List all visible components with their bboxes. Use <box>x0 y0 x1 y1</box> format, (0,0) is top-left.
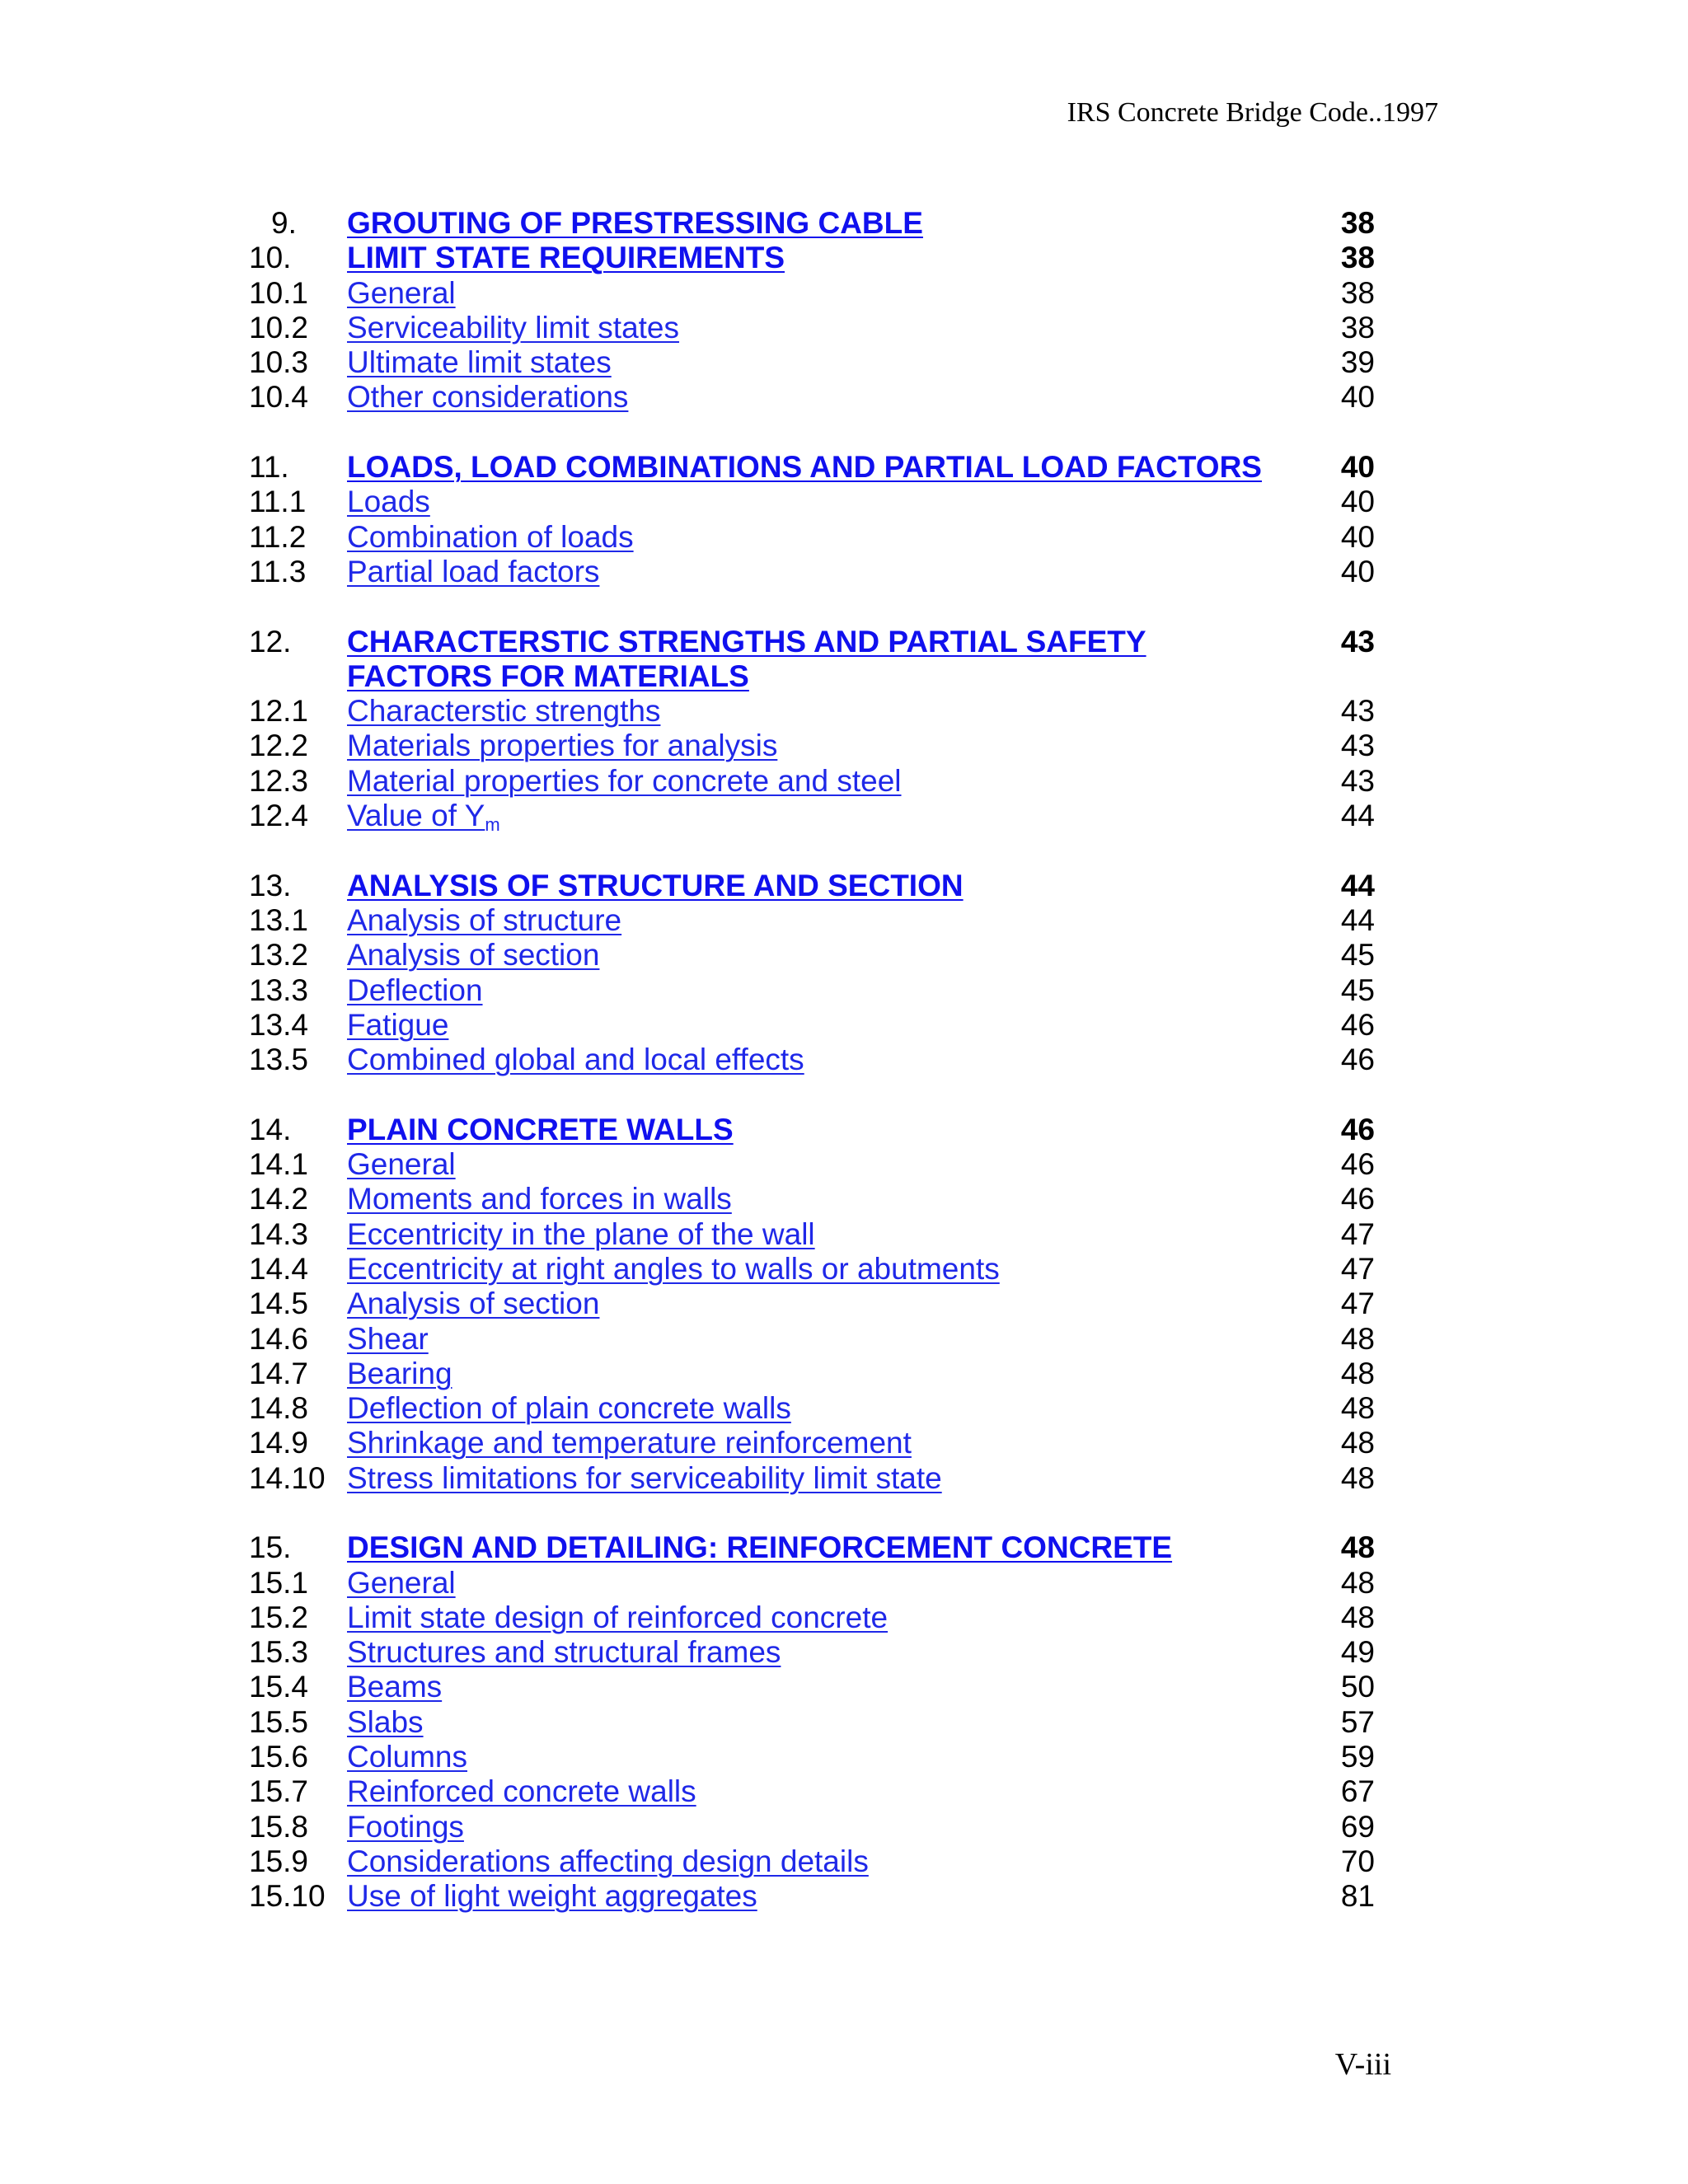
page-footer-number: V-iii <box>1334 2047 1391 2082</box>
toc-link-10-3[interactable]: Ultimate limit states <box>347 345 612 380</box>
page-number: 48 <box>1340 1460 1375 1495</box>
toc-link-11-1[interactable]: Loads <box>347 485 430 519</box>
page-number: 44 <box>1340 799 1375 833</box>
toc-link-15-1[interactable]: General <box>347 1565 456 1600</box>
page-number: 48 <box>1340 1426 1375 1460</box>
toc-row-section-11 <box>0 450 1688 485</box>
toc-link-14-5[interactable]: Analysis of section <box>347 1286 600 1321</box>
section-number: 14.2 <box>249 1182 309 1216</box>
section-number: 13.4 <box>249 1007 309 1042</box>
toc-row-14-2 <box>0 1182 1688 1216</box>
toc-link-section-9[interactable]: GROUTING OF PRESTRESSING CABLE <box>347 206 923 240</box>
toc-link-14-8[interactable]: Deflection of plain concrete walls <box>347 1391 791 1426</box>
page-number: 48 <box>1340 1321 1375 1356</box>
spacer <box>0 1496 1688 1530</box>
section-number: 13.2 <box>249 938 309 972</box>
spacer <box>0 415 1688 450</box>
page-number: 40 <box>1340 554 1375 588</box>
toc-link-14-4[interactable]: Eccentricity at right angles to walls or abutments <box>347 1251 1000 1286</box>
toc-link-10-1[interactable]: General <box>347 275 456 310</box>
toc-link-14-10[interactable]: Stress limitations for serviceability limit state <box>347 1460 942 1495</box>
toc-link-10-2[interactable]: Serviceability limit states <box>347 310 680 344</box>
toc-row-15-2 <box>0 1601 1688 1635</box>
table-of-contents <box>0 206 1688 1915</box>
page-number: 40 <box>1340 450 1375 485</box>
section-number: 15.5 <box>249 1704 309 1739</box>
toc-row-14-4 <box>0 1252 1688 1286</box>
toc-link-12-2[interactable]: Materials properties for analysis <box>347 729 778 763</box>
page-number: 46 <box>1340 1007 1375 1042</box>
section-number: 15.8 <box>249 1809 309 1844</box>
toc-link-14-6[interactable]: Shear <box>347 1321 429 1356</box>
section-number: 12.3 <box>249 763 309 798</box>
page-number: 43 <box>1340 763 1375 798</box>
page-number: 46 <box>1340 1147 1375 1182</box>
toc-row-section-13 <box>0 869 1688 903</box>
page-number: 67 <box>1340 1774 1375 1809</box>
toc-row-15-8 <box>0 1810 1688 1844</box>
toc-link-section-11[interactable]: LOADS, LOAD COMBINATIONS AND PARTIAL LOAD FACTORS <box>347 450 1262 485</box>
toc-link-15-2[interactable]: Limit state design of reinforced concrete <box>347 1600 889 1634</box>
section-number: 15.10 <box>249 1879 326 1914</box>
section-number: 11.2 <box>249 519 307 554</box>
toc-row-13-5 <box>0 1043 1688 1077</box>
page-number: 57 <box>1340 1704 1375 1739</box>
page-number: 47 <box>1340 1286 1375 1321</box>
toc-row-15-6 <box>0 1740 1688 1774</box>
toc-row-10-1 <box>0 276 1688 311</box>
toc-row-section-12-continued <box>0 659 1688 694</box>
section-number: 9. <box>271 206 297 240</box>
page-number: 46 <box>1340 1182 1375 1216</box>
toc-row-15-5 <box>0 1705 1688 1740</box>
section-number: 13. <box>249 868 292 902</box>
toc-link-section-15[interactable]: DESIGN AND DETAILING: REINFORCEMENT CONCRETE <box>347 1530 1173 1565</box>
toc-link-12-3[interactable]: Material properties for concrete and steel <box>347 763 902 798</box>
toc-link-11-2[interactable]: Combination of loads <box>347 519 634 554</box>
page-number: 44 <box>1340 868 1375 902</box>
toc-row-section-10 <box>0 241 1688 275</box>
toc-link-section-12[interactable]: CHARACTERSTIC STRENGTHS AND PARTIAL SAFETY <box>347 624 1146 658</box>
section-number: 14.8 <box>249 1391 309 1426</box>
toc-row-11-2 <box>0 520 1688 555</box>
section-number: 12.4 <box>249 799 309 833</box>
page-number: 70 <box>1340 1844 1375 1878</box>
toc-row-14-10 <box>0 1461 1688 1496</box>
toc-link-15-6[interactable]: Columns <box>347 1740 467 1774</box>
section-number: 13.5 <box>249 1043 309 1077</box>
toc-row-14-9 <box>0 1426 1688 1460</box>
toc-link-14-7[interactable]: Bearing <box>347 1356 452 1390</box>
section-number: 10.1 <box>249 275 309 310</box>
toc-link-14-9[interactable]: Shrinkage and temperature reinforcement <box>347 1426 912 1460</box>
page-number: 48 <box>1340 1530 1375 1565</box>
page-number: 48 <box>1340 1600 1375 1634</box>
page-number: 46 <box>1340 1043 1375 1077</box>
toc-row-14-7 <box>0 1357 1688 1391</box>
toc-row-10-3 <box>0 345 1688 380</box>
toc-row-14-6 <box>0 1322 1688 1357</box>
toc-link-10-4[interactable]: Other considerations <box>347 380 629 415</box>
section-number: 14.1 <box>249 1147 309 1182</box>
section-number: 13.3 <box>249 972 309 1007</box>
section-number: 15.1 <box>249 1565 309 1600</box>
section-number: 11.1 <box>249 485 307 519</box>
page-number: 40 <box>1340 519 1375 554</box>
page-number: 45 <box>1340 972 1375 1007</box>
toc-link-14-2[interactable]: Moments and forces in walls <box>347 1182 732 1216</box>
toc-row-section-14 <box>0 1113 1688 1147</box>
section-number: 11.3 <box>249 554 307 588</box>
toc-link-11-3[interactable]: Partial load factors <box>347 554 600 588</box>
toc-row-13-3 <box>0 973 1688 1008</box>
page-number: 38 <box>1340 206 1375 240</box>
toc-link-13-1[interactable]: Analysis of structure <box>347 902 622 937</box>
toc-row-14-1 <box>0 1147 1688 1182</box>
section-number: 15.6 <box>249 1740 309 1774</box>
page-number: 48 <box>1340 1391 1375 1426</box>
section-number: 14.3 <box>249 1216 309 1251</box>
toc-row-15-9 <box>0 1844 1688 1879</box>
toc-row-13-4 <box>0 1008 1688 1043</box>
section-number: 10.3 <box>249 345 309 380</box>
page-number: 47 <box>1340 1251 1375 1286</box>
toc-row-15-7 <box>0 1774 1688 1809</box>
section-number: 10.2 <box>249 310 309 344</box>
toc-link-15-7[interactable]: Reinforced concrete walls <box>347 1774 696 1809</box>
toc-link-15-10[interactable]: Use of light weight aggregates <box>347 1879 757 1914</box>
page-number: 49 <box>1340 1635 1375 1670</box>
page-number: 40 <box>1340 380 1375 415</box>
section-number: 15.9 <box>249 1844 309 1878</box>
toc-link-section-10[interactable]: LIMIT STATE REQUIREMENTS <box>347 241 785 275</box>
toc-row-11-1 <box>0 485 1688 519</box>
toc-link-13-5[interactable]: Combined global and local effects <box>347 1043 804 1077</box>
toc-row-12-4 <box>0 799 1688 836</box>
page-number: 38 <box>1340 310 1375 344</box>
section-number: 14.5 <box>249 1286 309 1321</box>
toc-link-13-3[interactable]: Deflection <box>347 972 483 1007</box>
toc-row-10-4 <box>0 380 1688 415</box>
toc-row-14-5 <box>0 1286 1688 1321</box>
section-number: 10.4 <box>249 380 309 415</box>
toc-link-12-4-text: Value of Y <box>347 799 485 833</box>
toc-link-12-4[interactable] <box>347 799 500 836</box>
section-number: 15.3 <box>249 1635 309 1670</box>
toc-link-15-9[interactable]: Considerations affecting design details <box>347 1844 869 1878</box>
toc-row-10-2 <box>0 311 1688 345</box>
toc-row-section-9 <box>0 206 1688 241</box>
toc-row-12-3 <box>0 764 1688 799</box>
page-number: 43 <box>1340 624 1375 658</box>
spacer <box>0 833 1688 868</box>
toc-row-section-15 <box>0 1530 1688 1565</box>
toc-row-13-2 <box>0 938 1688 972</box>
section-number: 14.4 <box>249 1251 309 1286</box>
section-number: 14.10 <box>249 1460 326 1495</box>
page-number: 69 <box>1340 1809 1375 1844</box>
toc-row-12-2 <box>0 729 1688 763</box>
toc-link-section-14[interactable]: PLAIN CONCRETE WALLS <box>347 1112 734 1146</box>
section-number: 14.6 <box>249 1321 309 1356</box>
page-number: 81 <box>1340 1879 1375 1914</box>
toc-link-15-4[interactable]: Beams <box>347 1670 443 1704</box>
subscript-m: m <box>485 814 500 836</box>
toc-row-14-3 <box>0 1217 1688 1252</box>
section-number: 13.1 <box>249 902 309 937</box>
toc-link-15-8[interactable]: Footings <box>347 1809 464 1844</box>
section-number: 10. <box>249 241 292 275</box>
section-number: 12. <box>249 624 292 658</box>
section-number: 11. <box>249 450 289 485</box>
page-number: 50 <box>1340 1670 1375 1704</box>
toc-link-12-1[interactable]: Characterstic strengths <box>347 694 661 729</box>
toc-link-14-3[interactable]: Eccentricity in the plane of the wall <box>347 1216 815 1251</box>
spacer <box>0 1077 1688 1112</box>
section-number: 14.7 <box>249 1356 309 1390</box>
section-number: 15.4 <box>249 1670 309 1704</box>
page-number: 59 <box>1340 1740 1375 1774</box>
toc-row-14-8 <box>0 1391 1688 1426</box>
running-header: IRS Concrete Bridge Code..1997 <box>1067 97 1438 128</box>
page-number: 48 <box>1340 1356 1375 1390</box>
toc-link-13-4[interactable]: Fatigue <box>347 1007 449 1042</box>
page-number: 43 <box>1340 694 1375 729</box>
toc-row-15-4 <box>0 1670 1688 1704</box>
toc-row-13-1 <box>0 903 1688 938</box>
toc-row-section-12 <box>0 625 1688 659</box>
section-number: 14.9 <box>249 1426 309 1460</box>
toc-link-15-3[interactable]: Structures and structural frames <box>347 1635 781 1670</box>
page-number: 39 <box>1340 345 1375 380</box>
toc-link-section-12-line-2[interactable]: FACTORS FOR MATERIALS <box>347 658 749 693</box>
section-number: 14. <box>249 1112 292 1146</box>
section-number: 15.7 <box>249 1774 309 1809</box>
spacer <box>0 589 1688 624</box>
section-number: 15. <box>249 1530 292 1565</box>
page-number: 48 <box>1340 1565 1375 1600</box>
section-number: 15.2 <box>249 1600 309 1634</box>
page-number: 44 <box>1340 902 1375 937</box>
page-number: 38 <box>1340 275 1375 310</box>
section-number: 12.1 <box>249 694 309 729</box>
page-number: 40 <box>1340 485 1375 519</box>
toc-row-15-10 <box>0 1879 1688 1914</box>
toc-link-13-2[interactable]: Analysis of section <box>347 938 600 972</box>
page-number: 43 <box>1340 729 1375 763</box>
page-number: 38 <box>1340 241 1375 275</box>
toc-row-12-1 <box>0 694 1688 729</box>
toc-link-14-1[interactable]: General <box>347 1147 456 1182</box>
toc-link-15-5[interactable]: Slabs <box>347 1704 424 1739</box>
page-number: 46 <box>1340 1112 1375 1146</box>
toc-row-15-1 <box>0 1566 1688 1601</box>
page-number: 45 <box>1340 938 1375 972</box>
page-number: 47 <box>1340 1216 1375 1251</box>
section-number: 12.2 <box>249 729 309 763</box>
toc-row-11-3 <box>0 555 1688 589</box>
toc-row-15-3 <box>0 1635 1688 1670</box>
toc-link-section-13[interactable]: ANALYSIS OF STRUCTURE AND SECTION <box>347 868 964 902</box>
